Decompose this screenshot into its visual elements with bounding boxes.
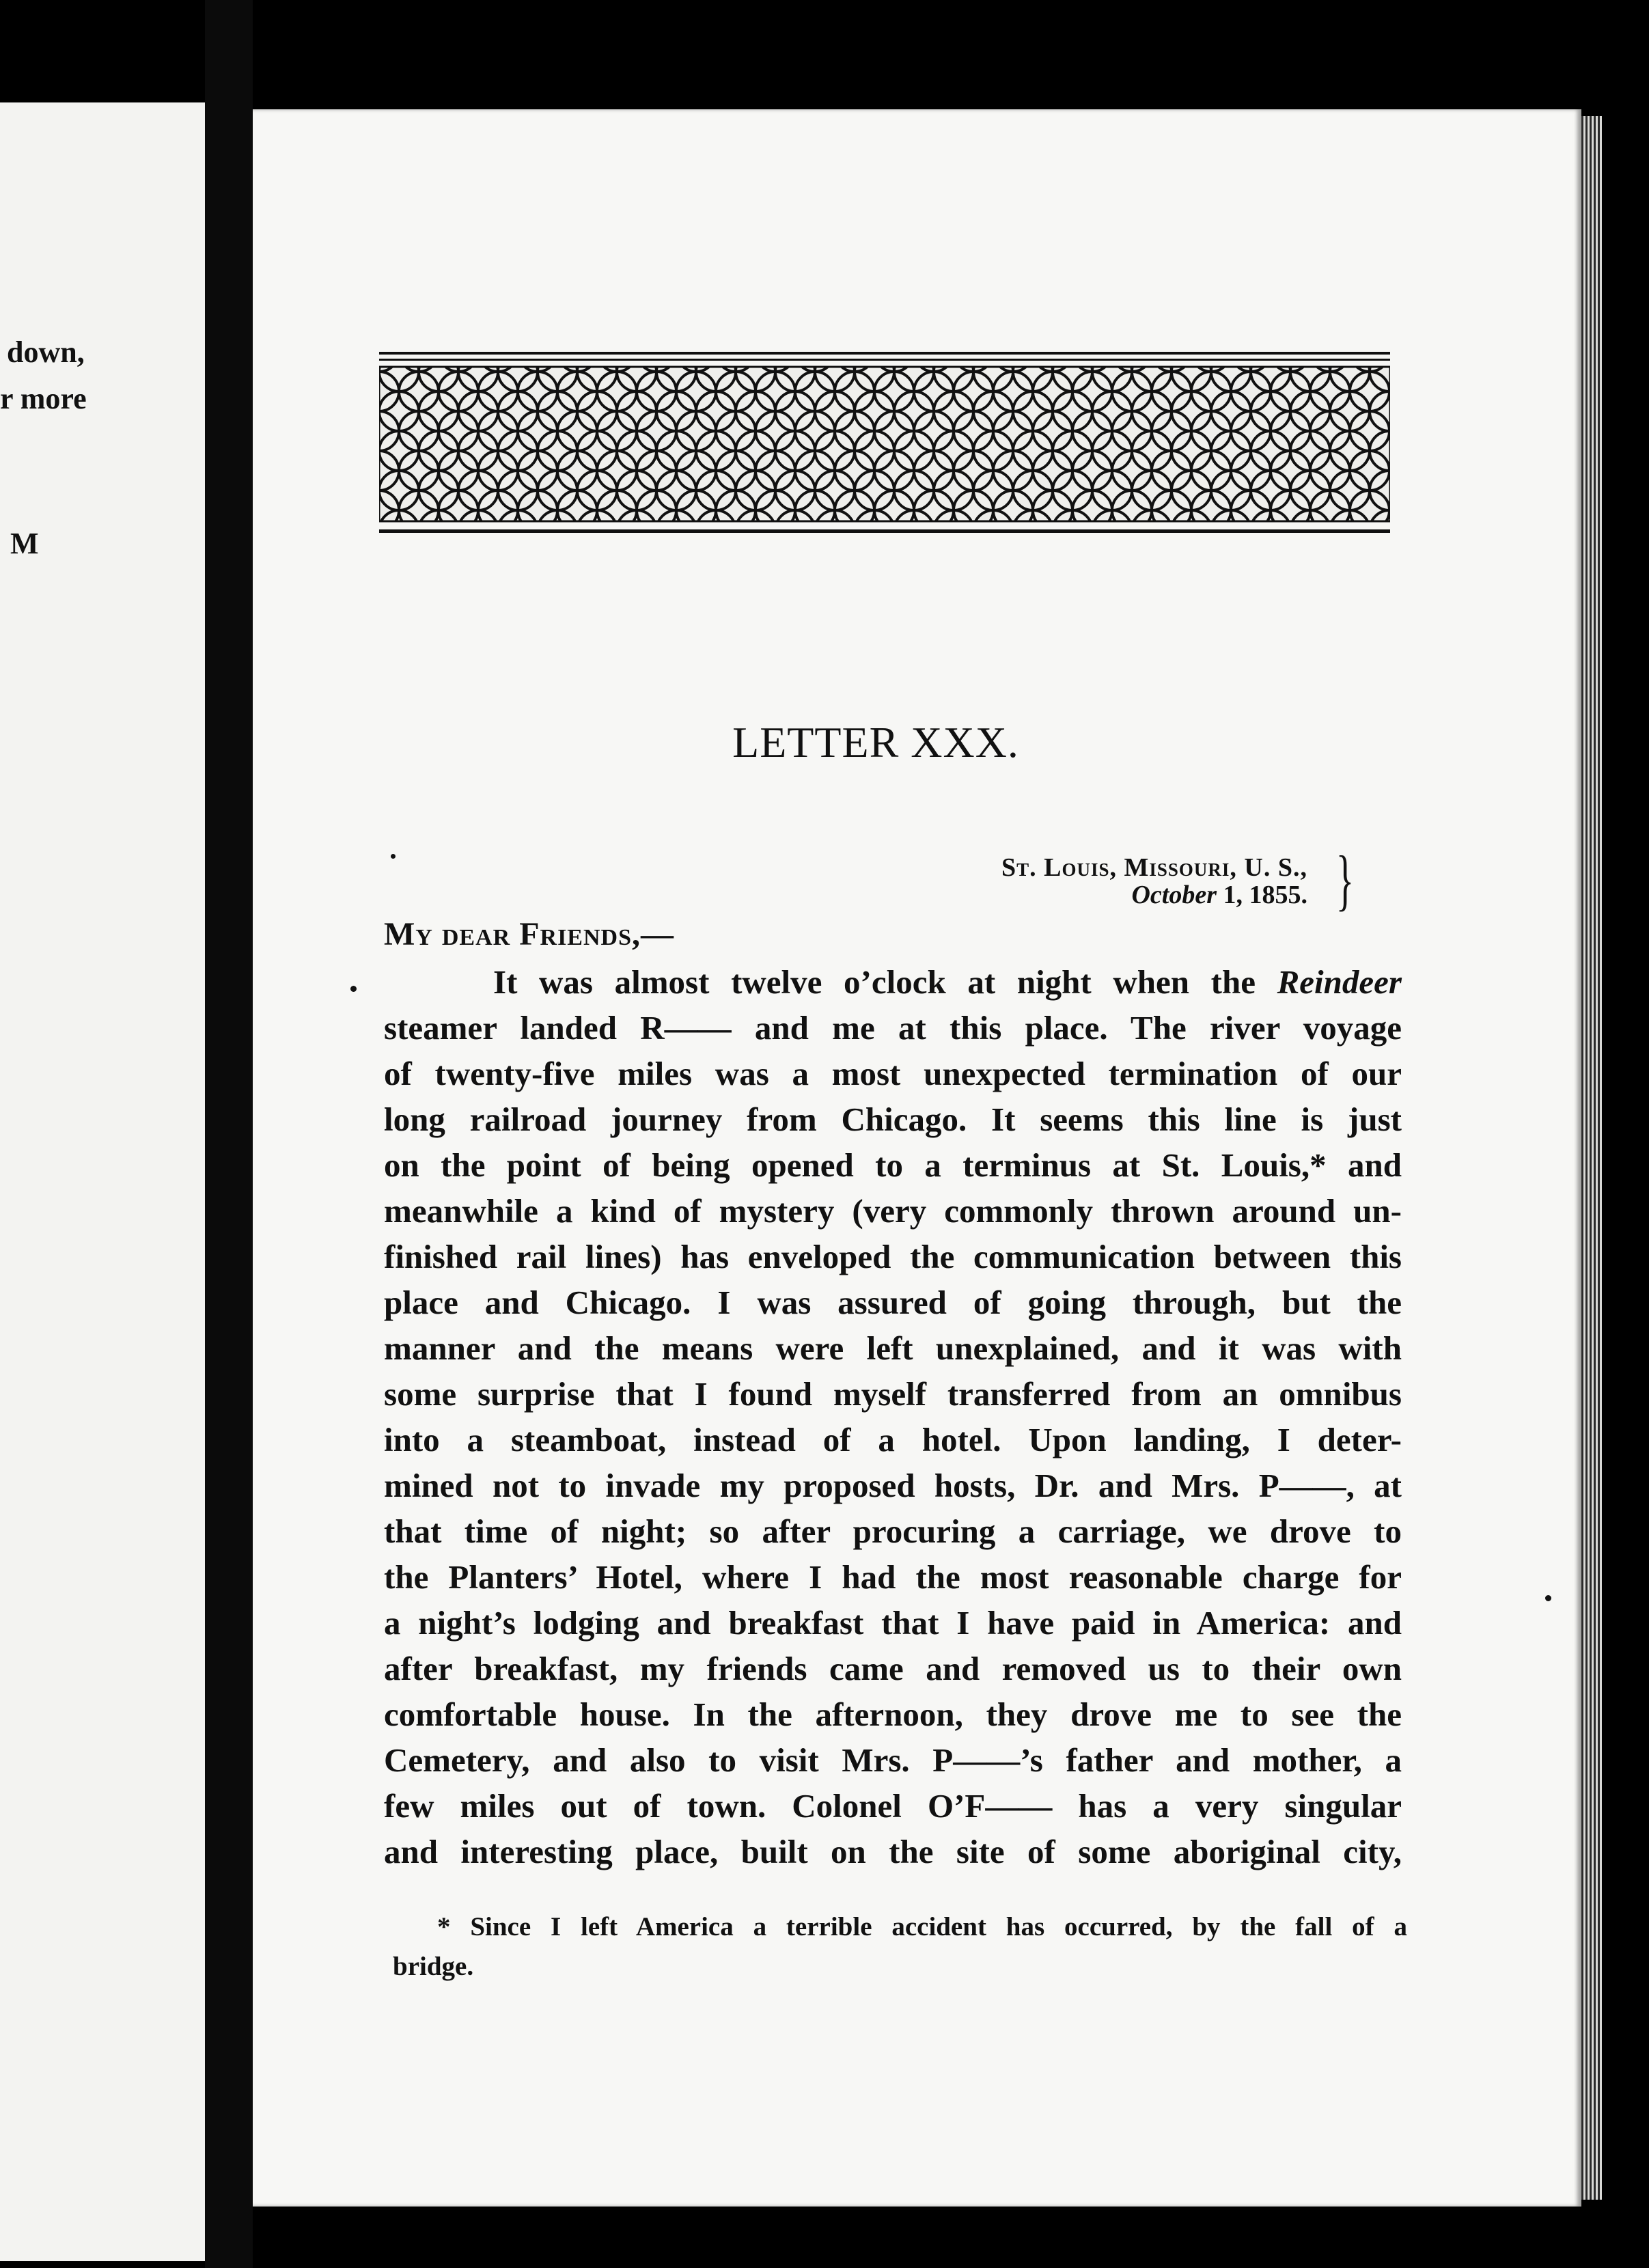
- body-line: few miles out of town. Colonel O’F—— has a very singular: [384, 1787, 1402, 1825]
- body-line: and interesting place, built on the site of some aboriginal city,: [384, 1833, 1402, 1870]
- body-line: that time of night; so after procuring a carriage, we drove to: [384, 1512, 1402, 1550]
- body-line: place and Chicago. I was assured of going through, but the: [384, 1284, 1402, 1321]
- body-line: long railroad journey from Chicago. It seems this line is just: [384, 1101, 1402, 1138]
- body-line: into a steamboat, instead of a hotel. Upon landing, I deter-: [384, 1421, 1402, 1458]
- dateline-month: October: [1131, 881, 1217, 909]
- decorative-ornament-band: [379, 352, 1390, 536]
- letter-title: LETTER XXX.: [732, 718, 1019, 766]
- book-spine: [205, 0, 253, 2268]
- salutation: My dear Friends,—: [384, 916, 674, 952]
- body-line: a night’s lodging and breakfast that I have paid in America: and: [384, 1604, 1402, 1642]
- ink-speck: [391, 854, 396, 859]
- body-line: steamer landed R—— and me at this place. The river voyage: [384, 1009, 1402, 1047]
- body-line: mined not to invade my proposed hosts, Dr. and Mrs. P——, at: [384, 1467, 1402, 1504]
- ink-speck: [1545, 1595, 1551, 1601]
- dateline-date: [1001, 881, 1307, 909]
- body-line: finished rail lines) has enveloped the communication between this: [384, 1238, 1402, 1275]
- footnote-line: bridge.: [393, 1952, 474, 1981]
- body-line: meanwhile a kind of mystery (very commonly thrown around un-: [384, 1192, 1402, 1230]
- body-line: Cemetery, and also to visit Mrs. P——’s father and mother, a: [384, 1741, 1402, 1779]
- body-line: comfortable house. In the afternoon, they drove me to see the: [384, 1696, 1402, 1733]
- body-line: some surprise that I found myself transferred from an omnibus: [384, 1375, 1402, 1413]
- body-line: manner and the means were left unexplained, and it was with: [384, 1329, 1402, 1367]
- previous-page-fragment: r more: [0, 382, 87, 415]
- ink-speck: [350, 986, 357, 992]
- body-line: on the point of being opened to a terminus at St. Louis,* and: [384, 1146, 1402, 1184]
- previous-page-fragment: down,: [7, 335, 85, 369]
- body-line: after breakfast, my friends came and removed us to their own: [384, 1650, 1402, 1687]
- letter-body: [384, 959, 1402, 1875]
- previous-page-strip: [0, 102, 205, 2261]
- body-line: of twenty-five miles was a most unexpected termination of our: [384, 1055, 1402, 1092]
- dateline-day-year: 1, 1855.: [1217, 881, 1307, 909]
- dateline-brace: }: [1335, 842, 1355, 917]
- footnote: [393, 1907, 1407, 1987]
- page-edge-stack: [1581, 116, 1602, 2200]
- previous-page-fragment: M: [10, 527, 39, 560]
- dateline-place: St. Louis, Missouri, U. S.,: [1001, 853, 1307, 882]
- letter-dateline: [1001, 854, 1307, 909]
- body-line: It was almost twelve o’clock at night when the Reindeer: [493, 963, 1402, 1001]
- footnote-line: * Since I left America a terrible accident has occurred, by the fall of a: [437, 1912, 1407, 1941]
- body-line: the Planters’ Hotel, where I had the most reasonable charge for: [384, 1558, 1402, 1596]
